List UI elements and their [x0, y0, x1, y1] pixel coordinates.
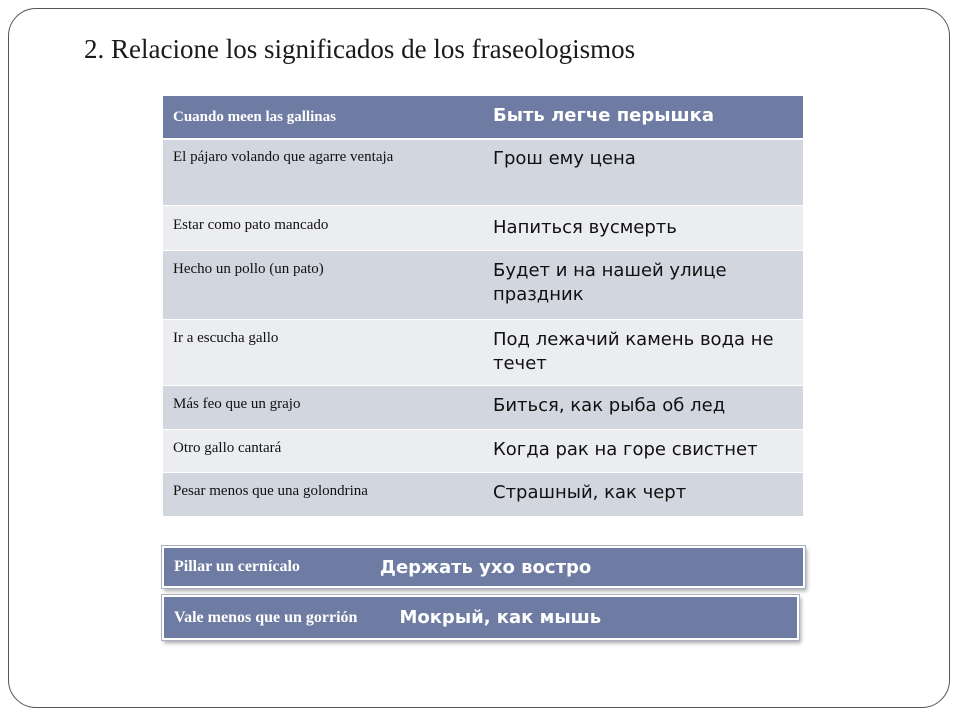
spanish-phrase-cell: Hecho un pollo (un pato) — [173, 261, 324, 277]
table-row — [163, 251, 803, 320]
table-row — [163, 473, 803, 517]
russian-phrase-cell: Страшный, как черт — [493, 482, 687, 503]
table-header-row — [163, 96, 803, 140]
extra-phrase-bar — [162, 546, 805, 588]
extra-russian-phrase: Мокрый, как мышь — [399, 607, 602, 628]
spanish-phrase-cell: El pájaro volando que agarre ventaja — [173, 149, 394, 165]
spanish-phrase-cell: Ir a escucha gallo — [173, 330, 279, 346]
russian-phrase-cell: Грош ему цена — [493, 148, 636, 169]
table-row — [163, 386, 803, 430]
header-cell-russian: Быть легче перышка — [493, 105, 714, 126]
extra-russian-phrase: Держать ухо востро — [379, 556, 592, 578]
table-row — [163, 320, 803, 386]
table-row — [163, 140, 803, 206]
slide-title: 2. Relacione los significados de los fraseologismos — [84, 34, 636, 64]
table-row — [163, 206, 803, 251]
russian-phrase-cell: Под лежачий камень вода не течет — [493, 329, 774, 375]
spanish-phrase-cell: Otro gallo cantará — [173, 440, 282, 456]
table-row — [163, 430, 803, 473]
phraseology-table — [163, 96, 803, 517]
spanish-phrase-cell: Más feo que un grajo — [173, 396, 301, 412]
extra-spanish-phrase: Vale menos que un gorrión — [174, 608, 358, 626]
header-cell-spanish: Cuando meen las gallinas — [173, 109, 336, 125]
extra-phrase-bar — [162, 595, 799, 640]
extra-spanish-phrase: Pillar un cernícalo — [174, 558, 300, 575]
russian-phrase-cell: Биться, как рыба об лед — [493, 395, 726, 416]
spanish-phrase-cell: Pesar menos que una golondrina — [173, 483, 368, 499]
russian-phrase-cell: Будет и на нашей улице праздник — [493, 260, 727, 306]
spanish-phrase-cell: Estar como pato mancado — [173, 217, 329, 233]
russian-phrase-cell: Напиться вусмерть — [493, 217, 677, 238]
russian-phrase-cell: Когда рак на горе свистнет — [493, 439, 758, 460]
